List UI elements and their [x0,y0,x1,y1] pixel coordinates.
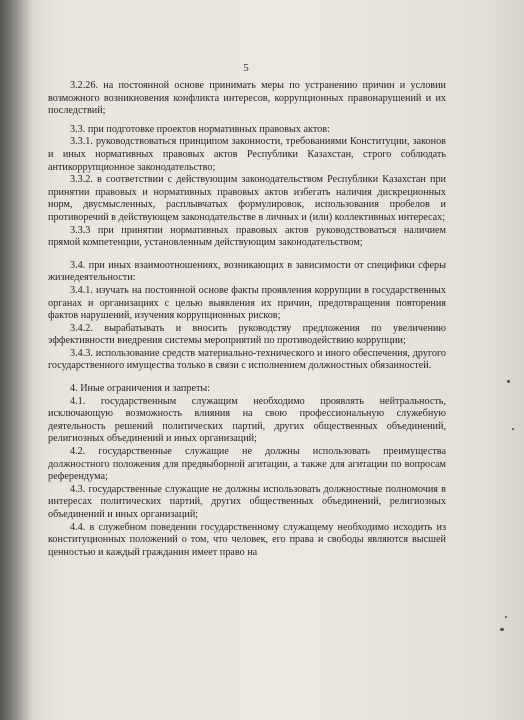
paragraph-3-4-2: 3.4.2. вырабатывать и вносить руководству предложения по увеличению эффективности внедрения системы мероприятий по противодействию коррупции; [48,322,446,347]
section-4-heading: 4. Иные ограничения и запреты: [70,383,211,395]
paragraph-3-4-1: 3.4.1. изучать на постоянной основе факты проявления коррупции в государственных органах и организациях с целью выявления их причин, предотвращения повторения фактов нарушений, изучения коррупционных рисков; [48,284,446,322]
paragraph-4-4: 4.4. в служебном поведении государственному служащему необходимо исходить из конституционных положений о том, что человек, его права и свободы являются высшей ценностью и каждый гражданин имеет право на [48,521,446,558]
paragraph-3-3: 3.3. при подготовке проектов нормативных правовых актов: [70,123,330,135]
paragraph-3-2-26: 3.2.26. на постоянной основе принимать меры по устранению причин и условии возможного возникновения конфликта интересов, коррупционных правонарушений и их последствий; [48,80,446,117]
scan-speck [507,380,510,383]
paragraph-3-3-2: 3.3.2. в соответствии с действующим законодательством Республики Казахстан при принятии правовых и нормативных правовых актов избегать наличия дискреционных норм, двусмысленных, расплывчатых формулировок, использования пробелов и противоречий в действующем законодательстве в личных и (или) коллективных интересах; [48,174,446,223]
scan-speck [500,628,504,631]
paragraph-3-4: 3.4. при иных взаимоотношениях, возникающих в зависимости от специфики сферы жизнедеятельности: [48,259,446,284]
scan-speck [512,428,514,430]
paragraph-3-4-3: 3.4.3. использование средств материально-технического и иного обеспечения, другого государственного имущества только в связи с исполнением должностных обязанностей. [48,347,446,372]
paragraph-4-1: 4.1. государственным служащим необходимо проявлять нейтральность, исключающую возможность влияния на свою профессиональную служебную деятельность решений политических партий, других общественных объединений, религиозных объединений и иных организаций; [48,395,446,445]
binding-shadow [0,0,34,720]
scan-speck [505,616,507,618]
paragraph-3-3-1: 3.3.1. руководствоваться принципом законности, требованиями Конституции, законов и иных нормативных правовых актов Республики Казахстан, строго соблюдать антикоррупционное законодательство; [48,136,446,173]
paragraph-3-3-3: 3.3.3 при принятии нормативных правовых актов руководствоваться наличием прямой компетенции, установленным действующим законодательством; [48,224,446,249]
paragraph-4-2: 4.2. государственные служащие не должны использовать преимущества должностного положения для предвыборной агитации, а также для агитации по вопросам референдума; [48,446,446,483]
page-number: 5 [243,62,249,74]
document-body [48,80,446,559]
paragraph-4-3: 4.3. государственные служащие не должны использовать должностные полномочия в интересах политических партий, других общественных объединений, религиозных объединений и иных организаций; [48,483,446,520]
